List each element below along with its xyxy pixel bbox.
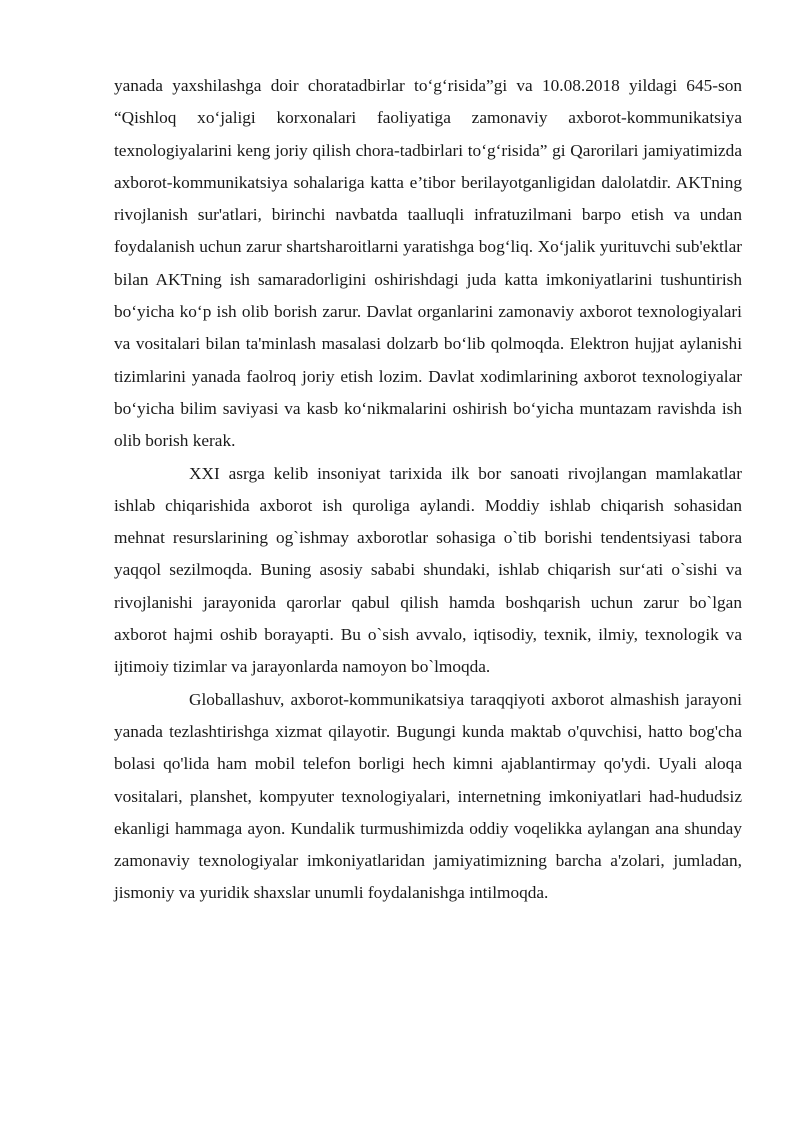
paragraph-1: yanada yaxshilashga doir choratadbirlar to‘g‘risida”gi va 10.08.2018 yildagi 645-son “Qishloq xo‘jaligi korxonalari faoliyatiga zamonaviy axborot-kommunikatsiya texnologiyalarini keng joriy qilish chora-tadbirlari to‘g‘risida” gi Qarorilari jamiyatimizda axborot-kommunikatsiya sohalariga katta e’tibor berilayotganligidan dalolatdir. AKTning rivojlanish sur'atlari, birinchi navbatda taalluqli infratuzilmani barpo etish va undan foydalanish uchun zarur shartsharoitlarni yaratishga bog‘liq. Xo‘jalik yurituvchi sub'ektlar bilan AKTning ish samaradorligini oshirishdagi juda katta imkoniyatlarini tushuntirish bo‘yicha ko‘p ish olib borish zarur. Davlat organlarini zamonaviy axborot texnologiyalari va vositalari bilan ta'minlash masalasi dolzarb bo‘lib qolmoqda. Elektron hujjat aylanishi tizimlarini yanada faolroq joriy etish lozim. Davlat xodimlarining axborot texnologiyalar bo‘yicha bilim saviyasi va kasb ko‘nikmalarini oshirish bo‘yicha muntazam ravishda ish olib borish kerak.: [114, 76, 742, 451]
paragraph-2: XXI asrga kelib insoniyat tarixida ilk bor sanoati rivojlangan mamlakatlar ishlab chiqarishida axborot ish quroliga aylandi. Moddiy ishlab chiqarish sohasidan mehnat resurslarining og`ishmay axborotlar sohasiga o`tib borishi tendentsiyasi tabora yaqqol sezilmoqda. Buning asosiy sababi shundaki, ishlab chiqarish sur‘ati o`sishi va rivojlanishi jarayonida qarorlar qabul qilish hamda boshqarish uchun zarur bo`lgan axborot hajmi oshib borayapti. Bu o`sish avvalo, iqtisodiy, texnik, ilmiy, texnologik va ijtimoiy tizimlar va jarayonlarda namoyon bo`lmoqda.: [114, 463, 742, 677]
paragraph-3: Globallashuv, axborot-kommunikatsiya taraqqiyoti axborot almashish jarayoni yanada tezlashtirishga xizmat qilayotir. Bugungi kunda maktab o'quvchisi, hatto bog'cha bolasi qo'lida ham mobil telefon borligi hech kimni ajablantirmay qo'ydi. Uyali aloqa vositalari, planshet, kompyuter texnologiyalari, internetning imkoniyatlari had-hududsiz ekanligi hammaga ayon. Kundalik turmushimizda oddiy voqelikka aylangan ana shunday zamonaviy texnologiyalar imkoniyatlaridan jamiyatimizning barcha a'zolari, jumladan, jismoniy va yuridik shaxslar unumli foydalanishga intilmoqda.: [114, 689, 742, 903]
document-page: [114, 70, 742, 910]
